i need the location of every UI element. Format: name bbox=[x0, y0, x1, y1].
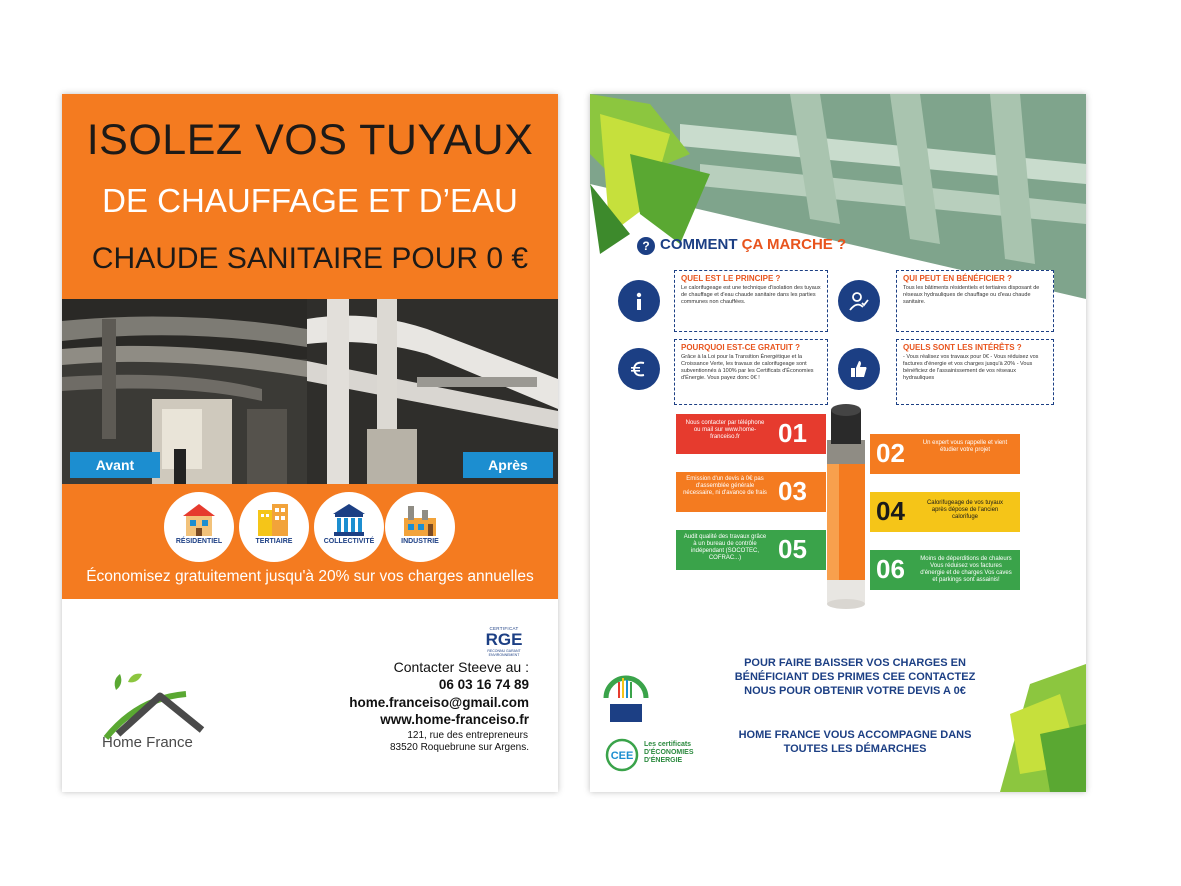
step-02 bbox=[870, 434, 1020, 474]
category-label: RÉSIDENTIEL bbox=[175, 538, 223, 545]
question-description: Le calorifugeage est une technique d'isolation des tuyaux de chauffage et d'eau chaude sanitaire dans les parties communes non chauffées. bbox=[681, 285, 821, 305]
step-number: 03 bbox=[778, 476, 807, 506]
contact-intro: Contacter Steeve au : bbox=[393, 659, 529, 675]
insulated-pipe-graphic bbox=[821, 400, 871, 610]
step-text: Nous contacter par téléphone ou mail sur www.home-franceiso.fr bbox=[685, 420, 765, 440]
savings-tagline: Économisez gratuitement jusqu'à 20% sur vos charges annuelles bbox=[86, 568, 534, 585]
green-leaf-decoration bbox=[990, 664, 1086, 792]
public-building-icon bbox=[329, 500, 369, 538]
contact-phone[interactable]: 06 03 16 74 89 bbox=[438, 677, 529, 692]
headline-3: CHAUDE SANITAIRE POUR 0 € bbox=[91, 242, 529, 275]
flyer-right bbox=[590, 94, 1086, 792]
rge-certificate-label: CERTIFICAT bbox=[489, 626, 519, 631]
how-it-works-title bbox=[660, 236, 846, 253]
euro-icon bbox=[618, 348, 660, 390]
step-text: Moins de déperditions de chaleurs Vous réduisez vos factures d'énergie et de charges Vos caves et parkings sont assainis! bbox=[920, 556, 1012, 583]
rge-subtitle: RECONNU GARANT ENVIRONNEMENT bbox=[487, 649, 521, 657]
headline-2: DE CHAUFFAGE ET D’EAU bbox=[102, 182, 518, 219]
question-title: QUELS SONT LES INTÉRÊTS ? bbox=[903, 343, 1022, 352]
step-number: 02 bbox=[876, 438, 905, 468]
headline-1: ISOLEZ VOS TUYAUX bbox=[86, 116, 534, 164]
step-05 bbox=[676, 530, 826, 570]
step-number: 04 bbox=[876, 496, 905, 526]
question-description: - Vous réalisez vos travaux pour 0€ - Vous réduisez vos factures d'énergie et vos charges jusqu'à 20% - Vous bénéficiez de l'assainissement de vos réseaux hydrauliques bbox=[903, 354, 1039, 381]
before-label: Avant bbox=[70, 452, 160, 478]
grenelle-environnement-logo bbox=[600, 668, 652, 726]
step-03 bbox=[676, 472, 826, 512]
category-industry bbox=[385, 492, 455, 562]
contact-website[interactable]: www.home-franceiso.fr bbox=[380, 712, 529, 727]
step-number: 05 bbox=[778, 534, 807, 564]
cta-support-text: HOME FRANCE VOUS ACCOMPAGNE DANS TOUTES LES DÉMARCHES bbox=[738, 729, 972, 755]
category-label: INDUSTRIE bbox=[401, 538, 439, 545]
question-box-benefits bbox=[896, 339, 1054, 405]
step-text: Un expert vous rappelle et vient étudier votre projet bbox=[922, 440, 1008, 453]
question-icon: ? bbox=[637, 237, 655, 255]
question-description: Grâce à la Loi pour la Transition Énergétique et la Croissance Verte, les travaux de calorifugeage sont subventionnés à 100% par les Certificats d'Économies d'Énergie. Vous payez donc 0€ ! bbox=[681, 354, 814, 381]
question-box-free bbox=[674, 339, 828, 405]
flyer-left bbox=[62, 94, 558, 792]
contact-email[interactable]: home.franceiso@gmail.com bbox=[349, 695, 529, 710]
question-description: Tous les bâtiments résidentiels et tertiaires disposant de réseaux hydrauliques de chauffage ou d'eau chaude sanitaire. bbox=[903, 285, 1040, 305]
user-check-icon bbox=[838, 280, 880, 322]
step-01 bbox=[676, 414, 826, 454]
category-label: TERTIAIRE bbox=[255, 538, 293, 545]
step-text: Audit qualité des travaux grâce à un bureau de contrôle indépendant (SOCOTEC, COFRAC...) bbox=[683, 534, 767, 561]
step-text: Emission d'un devis à 0€ pas d'assemblée générale nécessaire, ni d'avance de frais bbox=[683, 476, 767, 496]
step-04 bbox=[870, 492, 1020, 532]
info-icon bbox=[618, 280, 660, 322]
office-building-icon bbox=[254, 500, 294, 538]
category-tertiary bbox=[239, 492, 309, 562]
question-title: POURQUOI EST-CE GRATUIT ? bbox=[681, 343, 800, 352]
contact-address-line-1: 121, rue des entrepreneurs bbox=[407, 730, 528, 741]
home-france-logo-text: Home France bbox=[102, 734, 193, 751]
hero-banner bbox=[62, 94, 558, 599]
question-title: QUI PEUT EN BÉNÉFICIER ? bbox=[903, 274, 1012, 283]
rge-word: RGE bbox=[485, 630, 523, 649]
factory-icon bbox=[400, 500, 440, 538]
question-box-beneficiaries bbox=[896, 270, 1054, 332]
house-icon bbox=[179, 500, 219, 538]
step-number: 06 bbox=[876, 554, 905, 584]
title-accent: ÇA MARCHE ? bbox=[741, 236, 847, 253]
cee-caption: Les certificats D'ÉCONOMIES D'ÉNERGIE bbox=[644, 741, 694, 764]
step-text: Calorifugeage de vos tuyaux après dépose de l'ancien calorifuge bbox=[926, 500, 1004, 520]
question-box-principle bbox=[674, 270, 828, 332]
step-number: 01 bbox=[778, 418, 807, 448]
title-prefix: COMMENT bbox=[660, 236, 742, 253]
cta-text: POUR FAIRE BAISSER VOS CHARGES EN BÉNÉFICIANT DES PRIMES CEE CONTACTEZ NOUS POUR OBTENIR VOTRE DEVIS A 0€ bbox=[734, 657, 976, 697]
rge-badge bbox=[476, 626, 532, 658]
category-collectivity bbox=[314, 492, 384, 562]
cee-badge-text: CEE bbox=[610, 750, 634, 762]
category-residential bbox=[164, 492, 234, 562]
question-title: QUEL EST LE PRINCIPE ? bbox=[681, 274, 781, 283]
after-label: Après bbox=[463, 452, 553, 478]
thumbs-up-icon bbox=[838, 348, 880, 390]
contact-address-line-2: 83520 Roquebrune sur Argens. bbox=[390, 742, 529, 753]
step-06 bbox=[870, 550, 1020, 590]
category-label: COLLECTIVITÉ bbox=[323, 538, 375, 545]
